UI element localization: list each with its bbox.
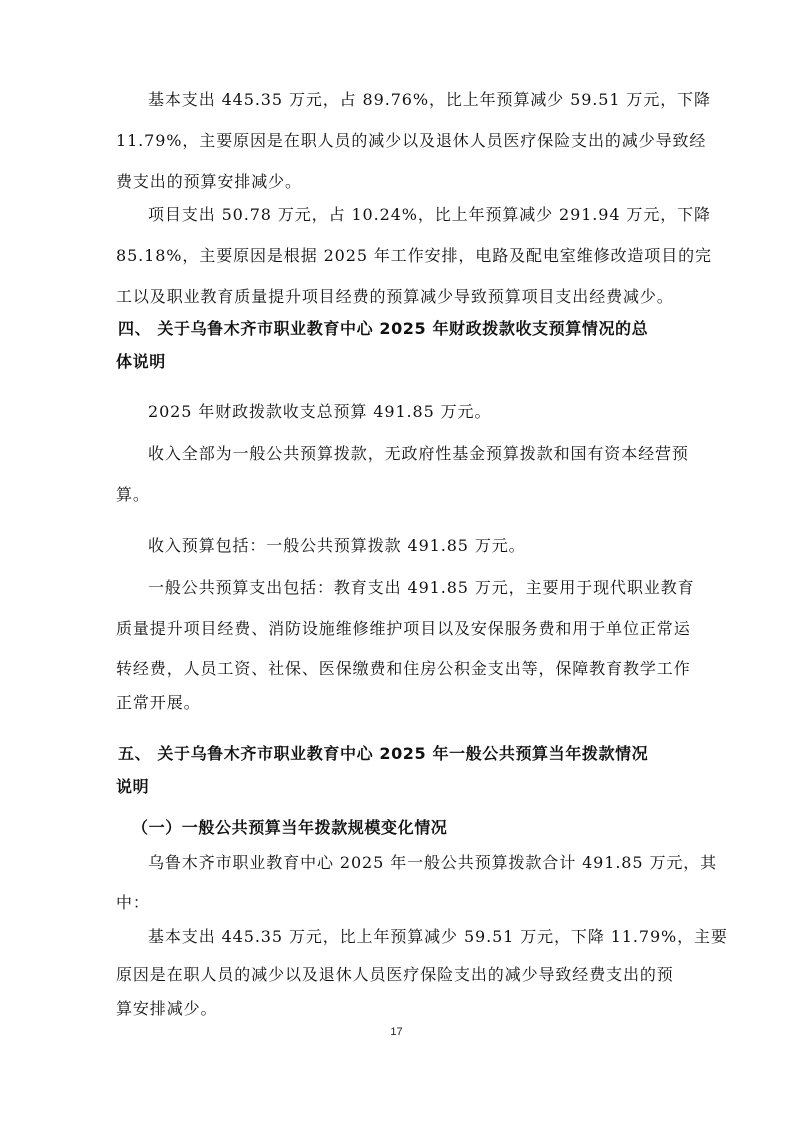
paragraph-general-expenditure-line1: 一般公共预算支出包括：教育支出 491.85 万元，主要用于现代职业教育 bbox=[148, 578, 695, 597]
page-number: 17 bbox=[390, 1026, 403, 1038]
section-heading-4-line2: 体说明 bbox=[116, 352, 166, 371]
subsection-heading-1: （一）一般公共预算当年拨款规模变化情况 bbox=[132, 818, 448, 837]
section-heading-4-line1: 四、 关于乌鲁木齐市职业教育中心 2025 年财政拨款收支预算情况的总 bbox=[118, 319, 649, 338]
paragraph-income-line2: 算。 bbox=[116, 485, 150, 504]
paragraph-income-line1: 收入全部为一般公共预算拨款，无政府性基金预算拨款和国有资本经营预 bbox=[148, 444, 689, 463]
paragraph-general-expenditure-line4: 正常开展。 bbox=[116, 693, 201, 712]
paragraph-basic-expenditure-line2: 11.79%，主要原因是在职人员的减少以及退休人员医疗保险支出的减少导致经 bbox=[116, 131, 707, 150]
paragraph-general-expenditure-line2: 质量提升项目经费、消防设施维修维护项目以及安保服务费和用于单位正常运 bbox=[116, 619, 691, 638]
paragraph-general-budget-total-line1: 乌鲁木齐市职业教育中心 2025 年一般公共预算拨款合计 491.85 万元，其 bbox=[148, 853, 718, 872]
paragraph-basic-expenditure-2-line3: 算安排减少。 bbox=[116, 999, 218, 1018]
paragraph-basic-expenditure-2-line1: 基本支出 445.35 万元，比上年预算减少 59.51 万元，下降 11.79%，主要 bbox=[148, 927, 728, 946]
paragraph-project-expenditure-line3: 工以及职业教育质量提升项目经费的预算减少导致预算项目支出经费减少。 bbox=[116, 287, 674, 306]
paragraph-basic-expenditure-2-line2: 原因是在职人员的减少以及退休人员医疗保险支出的减少导致经费支出的预 bbox=[116, 965, 674, 984]
paragraph-income-budget: 收入预算包括：一般公共预算拨款 491.85 万元。 bbox=[148, 536, 526, 555]
paragraph-total-budget: 2025 年财政拨款收支总预算 491.85 万元。 bbox=[148, 402, 492, 421]
paragraph-project-expenditure-line2: 85.18%，主要原因是根据 2025 年工作安排，电路及配电室维修改造项目的完 bbox=[116, 246, 712, 265]
paragraph-general-expenditure-line3: 转经费，人员工资、社保、医保缴费和住房公积金支出等，保障教育教学工作 bbox=[116, 659, 691, 678]
paragraph-project-expenditure-line1: 项目支出 50.78 万元，占 10.24%，比上年预算减少 291.94 万元，下降 bbox=[148, 205, 711, 224]
paragraph-basic-expenditure-line1: 基本支出 445.35 万元，占 89.76%，比上年预算减少 59.51 万元，下降 bbox=[148, 90, 711, 109]
paragraph-general-budget-total-line2: 中： bbox=[116, 893, 150, 912]
section-heading-5-line2: 说明 bbox=[116, 777, 150, 796]
section-heading-5-line1: 五、 关于乌鲁木齐市职业教育中心 2025 年一般公共预算当年拨款情况 bbox=[118, 744, 649, 763]
paragraph-basic-expenditure-line3: 费支出的预算安排减少。 bbox=[116, 172, 302, 191]
